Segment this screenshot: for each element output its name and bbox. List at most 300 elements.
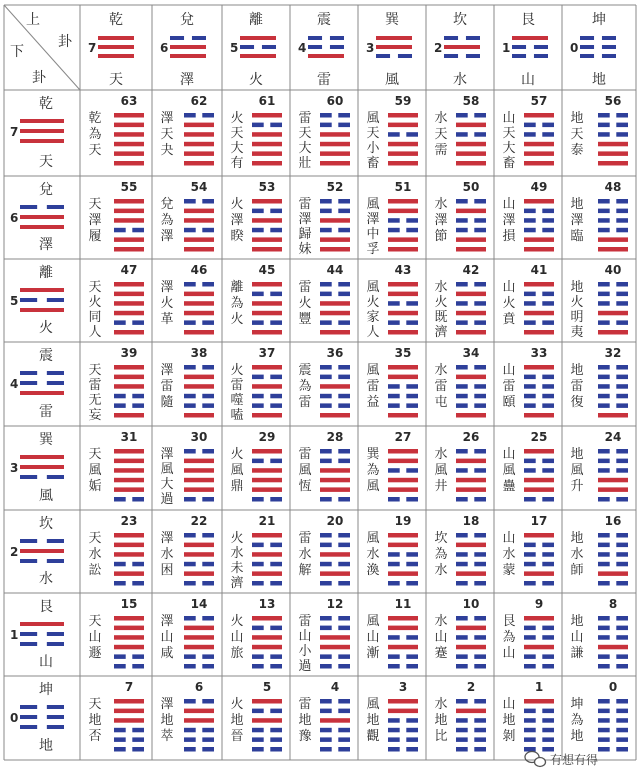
hexagram-name-char: 師 xyxy=(570,563,584,578)
hexagram-2-l5-yin-line-a xyxy=(456,747,468,752)
hexagram-cell xyxy=(298,430,350,502)
wechat-icon xyxy=(525,752,546,767)
hexagram-26-l0-yin-line-b xyxy=(474,449,486,454)
hexagram-55-l0-yang-line xyxy=(114,199,144,204)
hexagram-58-l2-yin-line-a xyxy=(456,132,468,137)
hexagram-name xyxy=(298,531,311,578)
hexagram-62-l1-yang-line xyxy=(184,123,214,128)
hexagram-cell xyxy=(298,597,350,674)
hexagram-0-l0-yin-line-a xyxy=(598,699,610,704)
hexagram-9-l1-yin-line-a xyxy=(524,626,536,631)
hexagram-35-l3-yin-line-b xyxy=(406,394,418,399)
hexagram-11-l4-yin-line-a xyxy=(388,654,400,659)
hexagram-number: 47 xyxy=(120,263,138,277)
hexagram-name-char: 為 xyxy=(502,630,516,645)
hexagram-name-char: 益 xyxy=(366,395,380,410)
hexagram-4-l1-yin-line-a xyxy=(320,709,332,714)
hexagram-46-l4-yin-line-b xyxy=(202,320,214,325)
hexagram-56-l0-yin-line-b xyxy=(616,113,628,118)
hexagram-name-char: 風 xyxy=(88,463,102,478)
hexagram-number: 50 xyxy=(462,180,480,194)
hexagram-name-char: 水 xyxy=(434,111,448,126)
hexagram-52-l4-yang-line xyxy=(320,237,350,242)
hexagram-name-char: 地 xyxy=(88,713,102,728)
hexagram-18-l5-yin-line-a xyxy=(456,581,468,586)
hexagram-57-l4-yang-line xyxy=(524,151,554,156)
lower-trigram-headers xyxy=(10,95,64,754)
hexagram-0-l5-yin-line-a xyxy=(598,747,610,752)
hexagram-18-l3-yin-line-a xyxy=(456,562,468,567)
upper-trigram-1-l1-yin-line-a xyxy=(512,45,526,49)
hexagram-8-l5-yin-line-b xyxy=(616,664,628,669)
hexagram-name-char: 火 xyxy=(230,197,244,212)
hexagram-25-l5-yin-line-a xyxy=(524,497,536,502)
hexagram-10-l0-yin-line-b xyxy=(474,616,486,621)
hexagram-name-char: 泰 xyxy=(570,143,584,158)
hexagram-58-l0-yin-line-b xyxy=(474,113,486,118)
hexagram-30-l5-yin-line-b xyxy=(202,497,214,502)
hexagram-37-l0-yang-line xyxy=(252,365,282,370)
hexagram-name-char: 雷 xyxy=(230,378,244,393)
lower-trigram-0-l0-yin-line-a xyxy=(20,705,37,709)
hexagram-name-char: 履 xyxy=(88,229,102,244)
hexagram-16-l0-yin-line-b xyxy=(616,533,628,538)
hexagram-51-l4-yang-line xyxy=(388,237,418,242)
hexagram-name-char: 姤 xyxy=(88,479,102,494)
upper-trigram-5-l1-yin-line-a xyxy=(240,45,254,49)
lower-trigram-0-l2-yin-line-a xyxy=(20,725,37,729)
hexagram-31-l5-yin-line-a xyxy=(114,497,126,502)
hexagram-8-l0-yin-line-a xyxy=(598,616,610,621)
hexagram-17-l1-yin-line-b xyxy=(542,543,554,548)
hexagram-name-char: 濟 xyxy=(230,576,244,591)
upper-trigram-name: 坤 xyxy=(592,12,606,28)
hexagram-name-char: 未 xyxy=(230,561,244,576)
hexagram-18-l2-yin-line-a xyxy=(456,552,468,557)
hexagram-17-l2-yin-line-a xyxy=(524,552,536,557)
hexagram-name-char: 復 xyxy=(570,395,584,410)
hexagram-number: 8 xyxy=(608,597,618,611)
hexagram-name xyxy=(160,614,173,661)
hexagram-7-l0-yang-line xyxy=(114,699,144,704)
hexagram-number: 34 xyxy=(462,346,480,360)
hexagram-number: 13 xyxy=(258,597,276,611)
upper-trigram-index: 2 xyxy=(434,41,443,55)
upper-trigram-index: 0 xyxy=(570,41,579,55)
hexagram-32-l0-yin-line-a xyxy=(598,365,610,370)
lower-trigram-index: 3 xyxy=(10,461,19,475)
hexagram-0-l4-yin-line-a xyxy=(598,737,610,742)
hexagram-name xyxy=(570,196,583,244)
hexagram-15-l4-yin-line-a xyxy=(114,654,126,659)
hexagram-name-char: 濟 xyxy=(434,325,448,340)
hexagram-number: 7 xyxy=(124,680,134,694)
upper-trigram-0-l2-yin-line-b xyxy=(602,54,616,58)
hexagram-31-l5-yin-line-b xyxy=(132,497,144,502)
hexagram-name xyxy=(570,446,583,494)
lower-trigram-6-l0-yin-line-a xyxy=(20,205,37,209)
hexagram-name-char: 山 xyxy=(570,630,584,645)
hexagram-40-l2-yin-line-a xyxy=(598,301,610,306)
hexagram-15-l5-yin-line-a xyxy=(114,664,126,669)
hexagram-name-char: 妄 xyxy=(88,408,102,423)
hexagram-name-char: 為 xyxy=(160,213,174,228)
hexagram-18-l2-yin-line-b xyxy=(474,552,486,557)
hexagram-37-l4-yin-line-b xyxy=(270,403,282,408)
lower-trigram-nature: 火 xyxy=(39,320,53,336)
hexagram-name-char: 山 xyxy=(230,630,244,645)
hexagram-51-l3-yin-line-b xyxy=(406,228,418,233)
hexagram-name-char: 萃 xyxy=(160,729,174,744)
hexagram-name-char: 天 xyxy=(366,126,380,141)
hexagram-49-l0-yang-line xyxy=(524,199,554,204)
hexagram-5-l3-yin-line-b xyxy=(270,728,282,733)
hexagram-54-l3-yin-line-a xyxy=(184,228,196,233)
lower-trigram-7-l1-yang-line xyxy=(20,129,64,133)
hexagram-58-l1-yang-line xyxy=(456,123,486,128)
hexagram-15-l1-yang-line xyxy=(114,626,144,631)
lower-trigram-4 xyxy=(10,348,64,420)
hexagram-cell xyxy=(88,597,144,669)
hexagram-60-l0-yin-line-b xyxy=(338,113,350,118)
hexagram-50-l2-yin-line-b xyxy=(474,218,486,223)
hexagram-name-char: 為 xyxy=(570,713,584,728)
hexagram-name-char: 水 xyxy=(160,547,174,562)
hexagram-number: 58 xyxy=(462,94,480,108)
hexagram-31-l3-yang-line xyxy=(114,478,144,483)
lower-trigram-nature: 水 xyxy=(39,571,53,587)
hexagram-4-l2-yang-line xyxy=(320,718,350,723)
hexagram-number: 0 xyxy=(608,680,618,694)
hexagram-49-l2-yin-line-b xyxy=(542,218,554,223)
hexagram-2-l2-yin-line-a xyxy=(456,718,468,723)
hexagram-cell xyxy=(570,346,628,418)
hexagram-cell xyxy=(160,94,214,166)
hexagram-name-char: 澤 xyxy=(570,213,584,228)
hexagram-12-l1-yin-line-a xyxy=(320,626,332,631)
hexagram-name-char: 兌 xyxy=(160,197,174,212)
hexagram-9-l1-yin-line-b xyxy=(542,626,554,631)
hexagram-33-l0-yang-line xyxy=(524,365,554,370)
lower-trigram-3-l1-yang-line xyxy=(20,465,64,469)
lower-trigram-3 xyxy=(10,432,64,504)
hexagram-31-l2-yang-line xyxy=(114,468,144,473)
hexagram-24-l1-yin-line-a xyxy=(598,459,610,464)
hexagram-number: 29 xyxy=(258,430,276,444)
hexagram-number: 43 xyxy=(394,263,412,277)
upper-trigram-7 xyxy=(88,11,134,88)
upper-trigram-3-l0-yang-line xyxy=(376,36,412,40)
hexagram-name-char: 澤 xyxy=(230,213,244,228)
hexagram-52-l5-yang-line xyxy=(320,247,350,252)
hexagram-5-l4-yin-line-b xyxy=(270,737,282,742)
upper-trigram-nature: 地 xyxy=(592,72,606,88)
hexagram-33-l5-yang-line xyxy=(524,413,554,418)
hexagram-cell xyxy=(88,263,144,340)
hexagram-4-l3-yin-line-b xyxy=(338,728,350,733)
hexagram-56-l5-yang-line xyxy=(598,161,628,166)
hexagram-2-l2-yin-line-b xyxy=(474,718,486,723)
hexagram-cell xyxy=(570,180,628,252)
hexagram-9-l2-yin-line-b xyxy=(542,635,554,640)
hexagram-name-char: 天 xyxy=(88,614,102,629)
hexagram-33-l1-yin-line-a xyxy=(524,375,536,380)
lower-trigram-2-l2-yin-line-b xyxy=(47,559,64,563)
hexagram-number: 31 xyxy=(120,430,138,444)
hexagram-name-char: 風 xyxy=(366,697,380,712)
hexagram-3-l5-yin-line-b xyxy=(406,747,418,752)
hexagram-48-l4-yang-line xyxy=(598,237,628,242)
watermark xyxy=(525,752,598,768)
hexagram-0-l2-yin-line-b xyxy=(616,718,628,723)
hexagram-name-char: 地 xyxy=(502,713,516,728)
hexagram-47-l2-yang-line xyxy=(114,301,144,306)
hexagram-22-l3-yin-line-b xyxy=(202,562,214,567)
hexagram-name-char: 蹇 xyxy=(434,646,448,661)
lower-trigram-nature: 澤 xyxy=(39,237,53,253)
hexagram-name-char: 遯 xyxy=(88,646,102,661)
hexagram-55-l3-yin-line-b xyxy=(132,228,144,233)
hexagram-5-l5-yin-line-b xyxy=(270,747,282,752)
hexagram-24-l4-yang-line xyxy=(598,487,628,492)
hexagram-number: 9 xyxy=(534,597,544,611)
hexagram-38-l3-yin-line-a xyxy=(184,394,196,399)
hexagram-44-l1-yin-line-b xyxy=(338,292,350,297)
hexagram-name-char: 夬 xyxy=(160,143,174,158)
hexagram-16-l5-yin-line-b xyxy=(616,581,628,586)
hexagram-45-l3-yang-line xyxy=(252,311,282,316)
hexagram-63-l1-yang-line xyxy=(114,123,144,128)
upper-trigram-2 xyxy=(434,12,480,88)
hexagram-28-l1-yin-line-b xyxy=(338,459,350,464)
lower-trigram-2 xyxy=(10,516,64,587)
hexagram-43-l4-yin-line-b xyxy=(406,320,418,325)
hexagram-name-char: 火 xyxy=(434,295,448,310)
upper-trigram-4-l0-yin-line-b xyxy=(330,36,344,40)
hexagram-2-l3-yin-line-b xyxy=(474,728,486,733)
hexagram-cell xyxy=(160,597,214,669)
hexagram-name-char: 剝 xyxy=(502,729,516,744)
hexagram-45-l4-yin-line-b xyxy=(270,320,282,325)
hexagram-cell xyxy=(502,346,554,418)
hexagram-number: 35 xyxy=(394,346,412,360)
hexagram-name-char: 地 xyxy=(570,614,584,629)
upper-trigram-index: 4 xyxy=(298,41,307,55)
hexagram-45-l0-yang-line xyxy=(252,282,282,287)
hexagram-number: 20 xyxy=(326,514,344,528)
hexagram-46-l0-yin-line-a xyxy=(184,282,196,287)
hexagram-name-char: 中 xyxy=(366,227,380,242)
hexagram-name xyxy=(88,280,101,340)
hexagram-52-l3-yin-line-b xyxy=(338,228,350,233)
hexagram-name-char: 水 xyxy=(434,197,448,212)
hexagram-0-l3-yin-line-a xyxy=(598,728,610,733)
lower-trigram-0-l0-yin-line-b xyxy=(47,705,64,709)
hexagram-cell xyxy=(434,94,486,166)
hexagram-28-l5-yin-line-b xyxy=(338,497,350,502)
hexagram-name-char: 離 xyxy=(230,280,244,295)
hexagram-5-l4-yin-line-a xyxy=(252,737,264,742)
upper-trigram-6-l0-yin-line-b xyxy=(192,36,206,40)
hexagram-20-l3-yin-line-b xyxy=(338,562,350,567)
hexagram-38-l4-yin-line-a xyxy=(184,403,196,408)
hexagram-name-char: 雷 xyxy=(366,379,380,394)
hexagram-1-l5-yin-line-a xyxy=(524,747,536,752)
upper-trigram-0-l1-yin-line-b xyxy=(602,45,616,49)
hexagram-44-l1-yin-line-a xyxy=(320,292,332,297)
hexagram-name xyxy=(298,447,311,494)
hexagram-name-char: 風 xyxy=(570,463,584,478)
hexagram-6-l3-yin-line-a xyxy=(184,728,196,733)
hexagram-17-l5-yin-line-b xyxy=(542,581,554,586)
hexagram-33-l1-yin-line-b xyxy=(542,375,554,380)
hexagram-name-char: 風 xyxy=(366,197,380,212)
hexagram-name-char: 坎 xyxy=(434,531,448,546)
hexagram-42-l2-yin-line-a xyxy=(456,301,468,306)
hexagram-13-l1-yin-line-b xyxy=(270,626,282,631)
hexagram-name-char: 地 xyxy=(570,363,584,378)
lower-trigram-name: 坎 xyxy=(39,516,53,532)
upper-trigram-name: 震 xyxy=(317,12,331,28)
hexagram-48-l3-yin-line-a xyxy=(598,228,610,233)
hexagram-43-l2-yin-line-a xyxy=(388,301,400,306)
hexagram-name-char: 屯 xyxy=(434,395,448,410)
hexagram-name-char: 巽 xyxy=(366,447,380,462)
hexagram-41-l4-yin-line-b xyxy=(542,320,554,325)
hexagram-34-l4-yin-line-b xyxy=(474,403,486,408)
hexagram-45-l1-yin-line-a xyxy=(252,292,264,297)
hexagram-number: 33 xyxy=(530,346,548,360)
hexagram-number: 55 xyxy=(120,180,138,194)
lower-trigram-5-l0-yang-line xyxy=(20,288,64,292)
hexagram-number: 32 xyxy=(604,346,622,360)
hexagram-55-l4-yang-line xyxy=(114,237,144,242)
lower-trigram-6-l1-yang-line xyxy=(20,215,64,219)
hexagram-63-l5-yang-line xyxy=(114,161,144,166)
hexagram-58-l4-yang-line xyxy=(456,151,486,156)
hexagram-39-l3-yin-line-a xyxy=(114,394,126,399)
hexagram-30-l4-yang-line xyxy=(184,487,214,492)
hexagram-name-char: 澤 xyxy=(160,229,174,244)
hexagram-42-l1-yang-line xyxy=(456,292,486,297)
hexagram-cell xyxy=(366,94,418,171)
hexagram-number: 46 xyxy=(190,263,208,277)
hexagram-1-l2-yin-line-b xyxy=(542,718,554,723)
hexagram-54-l1-yang-line xyxy=(184,209,214,214)
hexagram-name xyxy=(230,696,243,744)
hexagram-name-char: 節 xyxy=(434,229,448,244)
hexagram-49-l2-yin-line-a xyxy=(524,218,536,223)
hexagram-name-char: 天 xyxy=(434,127,448,142)
hexagram-name-char: 睽 xyxy=(230,229,244,244)
hexagram-name-char: 頤 xyxy=(502,395,516,410)
hexagram-name-char: 妹 xyxy=(298,242,312,257)
hexagram-4-l4-yin-line-b xyxy=(338,737,350,742)
hexagram-name-char: 豐 xyxy=(298,312,312,327)
hexagram-31-l0-yang-line xyxy=(114,449,144,454)
hexagram-28-l0-yin-line-b xyxy=(338,449,350,454)
lower-trigram-index: 6 xyxy=(10,211,19,225)
hexagram-32-l3-yin-line-b xyxy=(616,394,628,399)
hexagram-number: 59 xyxy=(394,94,412,108)
hexagram-name-char: 火 xyxy=(230,614,244,629)
hexagram-41-l1-yin-line-a xyxy=(524,292,536,297)
hexagram-61-l2-yang-line xyxy=(252,132,282,137)
hexagram-cell xyxy=(160,430,214,507)
hexagram-name xyxy=(160,111,173,158)
hexagram-name xyxy=(434,279,447,340)
hexagram-52-l1-yin-line-a xyxy=(320,209,332,214)
hexagram-number: 44 xyxy=(326,263,344,277)
hexagram-59-l4-yang-line xyxy=(388,151,418,156)
hexagram-25-l1-yin-line-b xyxy=(542,459,554,464)
hexagram-19-l5-yin-line-a xyxy=(388,581,400,586)
hexagram-name-char: 恆 xyxy=(298,479,312,494)
hexagram-name-char: 水 xyxy=(88,547,102,562)
hexagram-name-char: 蒙 xyxy=(502,563,516,578)
lower-trigram-2-l0-yin-line-a xyxy=(20,539,37,543)
hexagram-29-l1-yin-line-b xyxy=(270,459,282,464)
upper-trigram-nature: 山 xyxy=(521,72,535,88)
hexagram-9-l4-yin-line-a xyxy=(524,654,536,659)
hexagram-name xyxy=(230,446,243,494)
hexagram-name-char: 需 xyxy=(434,143,448,158)
hexagram-11-l5-yin-line-b xyxy=(406,664,418,669)
hexagram-number: 49 xyxy=(530,180,548,194)
hexagram-32-l5-yang-line xyxy=(598,413,628,418)
hexagram-26-l2-yin-line-b xyxy=(474,468,486,473)
hexagram-number: 21 xyxy=(258,514,276,528)
lower-trigram-3-l2-yin-line-b xyxy=(47,475,64,479)
hexagram-12-l2-yang-line xyxy=(320,635,350,640)
hexagram-26-l3-yang-line xyxy=(456,478,486,483)
hexagram-34-l3-yin-line-b xyxy=(474,394,486,399)
hexagram-4-l0-yin-line-b xyxy=(338,699,350,704)
hexagram-40-l3-yang-line xyxy=(598,311,628,316)
hexagram-59-l1-yang-line xyxy=(388,123,418,128)
hexagram-56-l1-yin-line-a xyxy=(598,123,610,128)
hexagram-name-char: 山 xyxy=(298,629,312,644)
hexagram-name-char: 旅 xyxy=(230,646,244,661)
hexagram-7-l3-yin-line-a xyxy=(114,728,126,733)
hexagram-34-l0-yin-line-b xyxy=(474,365,486,370)
hexagram-53-l5-yang-line xyxy=(252,247,282,252)
hexagram-38-l5-yang-line xyxy=(184,413,214,418)
hexagram-name-char: 火 xyxy=(160,296,174,311)
hexagram-50-l5-yang-line xyxy=(456,247,486,252)
hexagram-name-char: 雷 xyxy=(502,379,516,394)
hexagram-31-l1-yang-line xyxy=(114,459,144,464)
hexagram-name xyxy=(434,531,447,578)
hexagram-cell xyxy=(366,430,418,502)
hexagram-number: 14 xyxy=(190,597,208,611)
hexagram-57-l1-yin-line-b xyxy=(542,123,554,128)
hexagram-50-l1-yang-line xyxy=(456,209,486,214)
hexagram-5-l1-yin-line-b xyxy=(270,709,282,714)
hexagram-48-l1-yin-line-b xyxy=(616,209,628,214)
hexagram-name-char: 小 xyxy=(298,644,312,659)
hexagram-name-char: 水 xyxy=(298,547,312,562)
hexagram-23-l4-yang-line xyxy=(114,571,144,576)
hexagram-16-l4-yang-line xyxy=(598,571,628,576)
hexagram-45-l5-yang-line xyxy=(252,330,282,335)
hexagram-59-l3-yang-line xyxy=(388,142,418,147)
hexagram-name xyxy=(298,697,311,744)
hexagram-22-l1-yang-line xyxy=(184,543,214,548)
hexagram-name-char: 天 xyxy=(298,126,312,141)
hexagram-name-char: 山 xyxy=(502,111,516,126)
hexagram-25-l5-yin-line-b xyxy=(542,497,554,502)
